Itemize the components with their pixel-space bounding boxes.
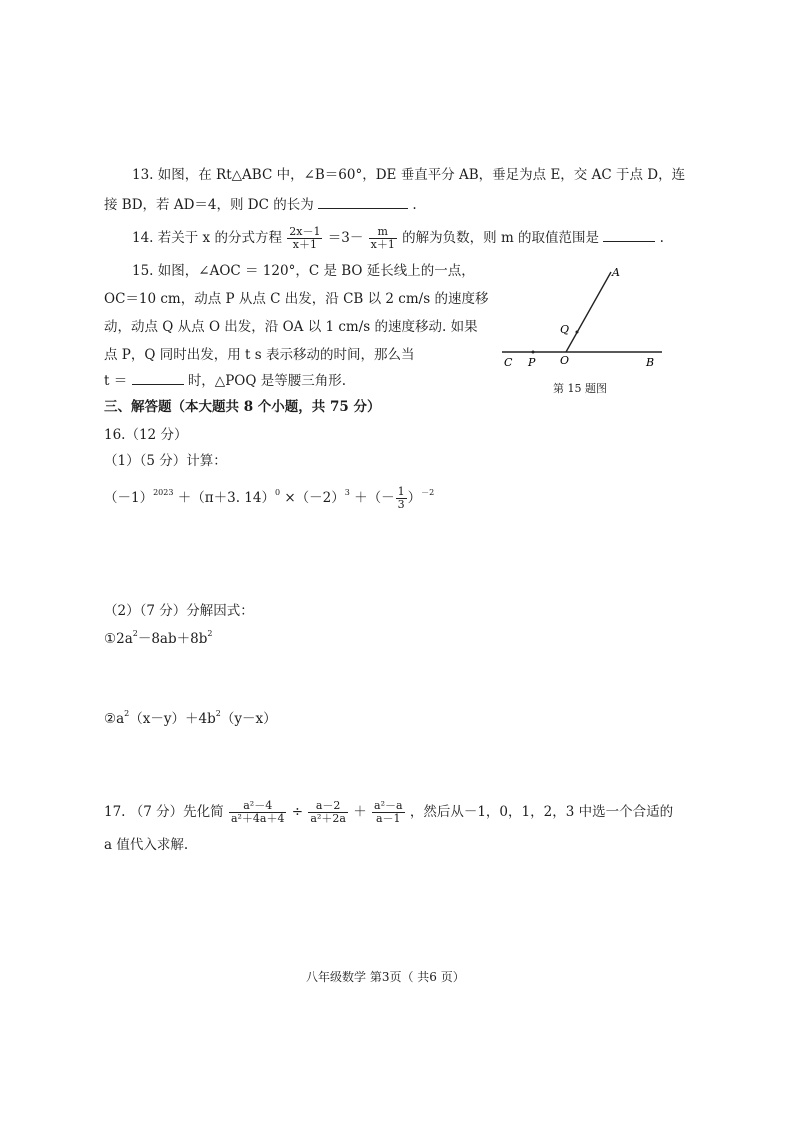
q17-frac2-denominator: a²＋2a	[310, 812, 346, 825]
item1-exp-a: 2	[132, 629, 138, 638]
q15-figure-caption: 第 15 题图	[553, 382, 607, 395]
q17-frac1-denominator: a²＋4a＋4	[230, 812, 285, 825]
q14-pre: 14. 若关于 x 的分式方程	[132, 230, 282, 246]
q14-line	[132, 226, 664, 251]
q17-fraction-1	[229, 800, 287, 825]
q15-figure	[498, 266, 668, 376]
q14-answer-blank[interactable]	[603, 227, 655, 242]
expr1-part-a: （－1）	[104, 490, 154, 506]
q15-line2: OC＝10 cm，动点 P 从点 C 出发，沿 CB 以 2 cm/s 的速度移	[104, 291, 489, 307]
q17-line1	[104, 800, 673, 825]
q15-line5-rest: 时，△POQ 是等腰三角形.	[187, 373, 346, 389]
item1-part-a: ①2a	[104, 631, 133, 647]
ray-oa	[566, 272, 611, 352]
expr1-frac-numerator: 1	[397, 485, 405, 498]
label-c: C	[504, 356, 513, 369]
label-a: A	[612, 266, 620, 279]
q14-frac1-numerator: 2x－1	[289, 225, 321, 238]
expr1-part-e: ）	[407, 490, 422, 506]
expr1-frac-denominator: 3	[397, 498, 405, 511]
q14-fraction-1	[287, 226, 322, 251]
q17-pre: 17. （7 分）先化简	[104, 804, 224, 820]
q15-line3: 动，动点 Q 从点 O 出发，沿 OA 以 1 cm/s 的速度移动. 如果	[104, 319, 478, 335]
label-b: B	[646, 356, 655, 369]
expr1-exp-1: 2023	[153, 488, 174, 497]
q17-fraction-2	[308, 800, 348, 825]
q15-line5-t: t ＝	[104, 373, 128, 389]
expr1-part-c: ×（－2）	[284, 490, 345, 506]
expr1-exp-2: 0	[274, 488, 281, 497]
section-3-heading: 三、解答题（本大题共 8 个小题，共 75 分）	[104, 399, 381, 415]
q13-end: .	[412, 197, 417, 213]
q17-fraction-3	[372, 800, 405, 825]
q17-post: ，然后从－1，0，1，2，3 中选一个合适的	[409, 804, 674, 820]
q14-fraction-2	[369, 226, 397, 251]
q15-line4: 点 P，Q 同时出发，用 t s 表示移动的时间，那么当	[104, 347, 415, 363]
item1-exp-b: 2	[207, 629, 213, 638]
item1-part-b: －8ab＋8b	[137, 631, 208, 647]
q17-frac2-numerator: a－2	[308, 800, 348, 813]
q13-line2-text: 接 BD，若 AD＝4，则 DC 的长为	[104, 197, 314, 213]
label-o: O	[560, 354, 570, 367]
q17-frac1-numerator: a²－4	[229, 800, 287, 813]
q14-frac2-denominator: x＋1	[370, 238, 395, 251]
item2-part-c: （y－x）	[220, 711, 277, 727]
q17-frac3-numerator: a²－a	[374, 799, 403, 812]
label-p: P	[528, 356, 536, 369]
q17-plus: ＋	[353, 804, 367, 820]
q16-header: 16.（12 分）	[104, 427, 188, 443]
q14-end: .	[659, 230, 664, 246]
item2-part-a: ②a	[104, 711, 125, 727]
item2-part-b: （x－y）＋4b	[129, 711, 216, 727]
q17-divide: ÷	[291, 804, 304, 820]
q17-frac3-denominator: a－1	[376, 812, 401, 825]
q15-line1: 15. 如图，∠AOC ＝ 120°，C 是 BO 延长线上的一点，	[132, 263, 475, 279]
q17-line2: a 值代入求解.	[104, 837, 189, 853]
expr1-exp-4: －2	[421, 488, 435, 497]
q16-part1: （1）（5 分）计算：	[104, 453, 227, 469]
expr1-exp-3: 3	[344, 488, 350, 497]
q14-frac2-numerator: m	[369, 226, 397, 239]
q13-answer-blank[interactable]	[318, 194, 408, 209]
q14-frac1-denominator: x＋1	[292, 238, 317, 251]
q16-expression-1	[104, 486, 434, 511]
q15-line5	[104, 370, 346, 390]
item2-exp-b: 2	[215, 709, 221, 718]
q13-line2	[104, 194, 417, 214]
point-p	[532, 351, 535, 354]
q16-part2: （2）（7 分）分解因式：	[104, 603, 254, 619]
q14-mid: ＝3－	[327, 230, 364, 246]
q16-item-2	[104, 710, 277, 728]
page-footer: 八年级数学 第3页（ 共6 页）	[306, 970, 465, 984]
label-q: Q	[560, 323, 570, 336]
expr1-part-b: ＋（π＋3. 14）	[177, 490, 275, 506]
q13-line1: 13. 如图，在 Rt△ABC 中，∠B＝60°，DE 垂直平分 AB，垂足为点 E，交 AC 于点 D，连	[132, 167, 686, 183]
expr1-fraction	[396, 486, 407, 511]
q15-answer-blank[interactable]	[132, 370, 184, 385]
point-q	[576, 331, 579, 334]
q16-item-1	[104, 630, 212, 648]
expr1-part-d: ＋（－	[354, 490, 395, 506]
item2-exp-a: 2	[124, 709, 130, 718]
q14-post: 的解为负数，则 m 的取值范围是	[402, 230, 600, 246]
